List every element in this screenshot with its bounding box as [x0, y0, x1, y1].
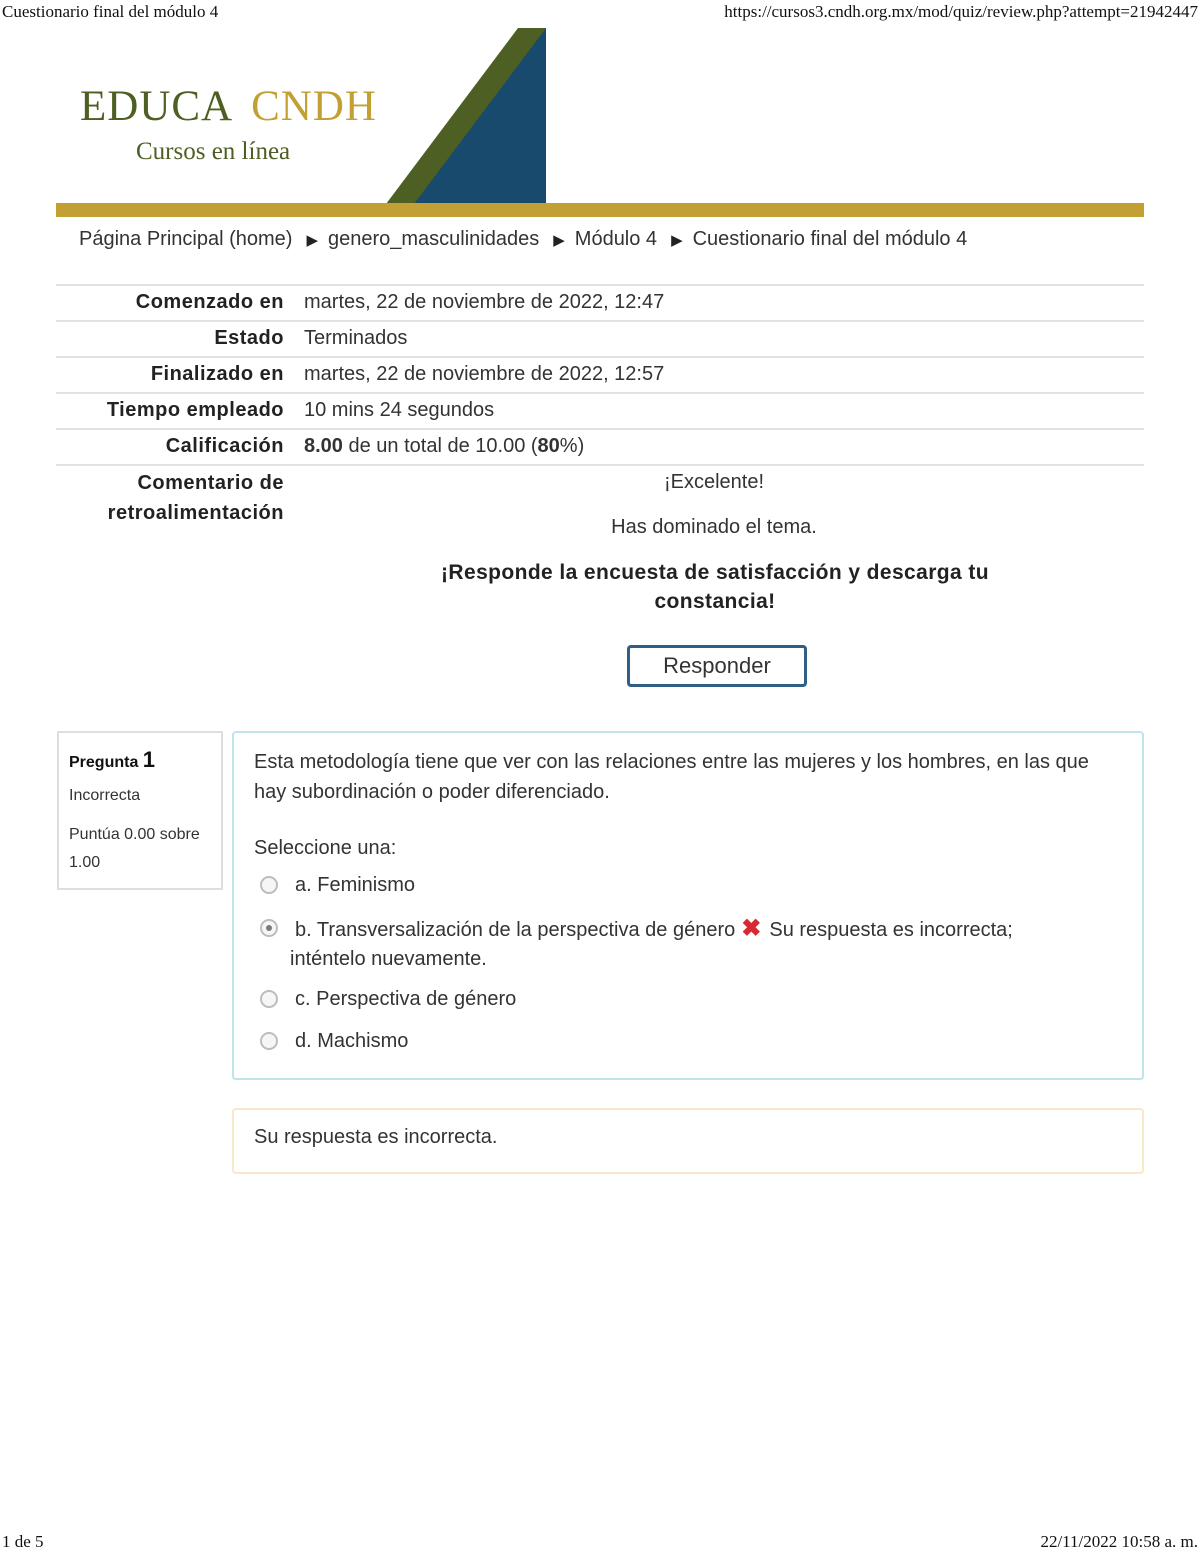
answer-option-b[interactable]	[260, 914, 1120, 974]
answer-option-d[interactable]	[260, 1027, 1120, 1056]
general-feedback-text: Su respuesta es incorrecta.	[254, 1126, 498, 1148]
summary-row-time	[56, 393, 1144, 429]
question-text: Esta metodología tiene que ver con las relaciones entre las mujeres y los hombres, en las que hay subordinación o poder diferenciado.	[254, 751, 1089, 803]
general-feedback-box	[232, 1108, 1144, 1174]
time-label: Tiempo empleado	[106, 399, 284, 421]
started-label: Comenzado en	[135, 291, 284, 313]
feedback-line-2: Has dominado el tema.	[611, 516, 817, 538]
radio-button[interactable]	[260, 876, 278, 894]
breadcrumb	[79, 228, 967, 251]
question-number-value: 1	[142, 747, 156, 772]
summary-row-grade	[56, 429, 1144, 465]
breadcrumb-course[interactable]: genero_masculinidades	[327, 228, 540, 250]
grade-percent-suffix: %)	[559, 435, 585, 457]
breadcrumb-separator-icon: ▶	[671, 232, 683, 249]
print-timestamp: 22/11/2022 10:58 a. m.	[1040, 1532, 1198, 1551]
question-info-box	[57, 731, 223, 890]
respond-button[interactable]: Responder	[627, 645, 807, 687]
breadcrumb-quiz[interactable]: Cuestionario final del módulo 4	[692, 228, 968, 250]
logo-subtitle: Cursos en línea	[136, 138, 291, 165]
breadcrumb-separator-icon: ▶	[553, 232, 565, 249]
answer-option-label: a. Feminismo	[295, 874, 416, 896]
banner-divider	[56, 203, 1144, 217]
answer-option-c[interactable]	[260, 985, 1120, 1014]
answer-specific-feedback-cont: inténtelo nuevamente.	[290, 948, 487, 970]
finished-label: Finalizado en	[150, 363, 284, 385]
question-grade: Puntúa 0.00 sobre 1.00	[69, 826, 200, 871]
print-page-number: 1 de 5	[2, 1532, 44, 1551]
summary-row-feedback	[56, 465, 1144, 545]
grade-label: Calificación	[165, 435, 284, 457]
grade-total: de un total de 10.00 (	[348, 435, 538, 457]
radio-button[interactable]	[260, 990, 278, 1008]
summary-row-state	[56, 321, 1144, 357]
breadcrumb-home[interactable]: Página Principal (home)	[79, 228, 293, 250]
feedback-label-line1: Comentario de	[137, 472, 284, 494]
answer-specific-feedback: Su respuesta es incorrecta;	[769, 919, 1013, 941]
survey-message: ¡Responde la encuesta de satisfacción y descarga tu constancia!	[441, 561, 989, 613]
started-value: martes, 22 de noviembre de 2022, 12:47	[304, 291, 665, 313]
print-footer	[0, 1532, 1200, 1554]
print-page-title: Cuestionario final del módulo 4	[2, 2, 219, 21]
question-number-prefix: Pregunta	[69, 754, 139, 771]
incorrect-cross-icon: ✖	[741, 915, 762, 942]
answer-option-label: b. Transversalización de la perspectiva de género	[295, 919, 736, 941]
feedback-label-line2: retroalimentación	[107, 502, 284, 524]
site-banner	[56, 26, 1144, 218]
feedback-line-1: ¡Excelente!	[663, 471, 765, 493]
feedback-label	[56, 465, 284, 545]
grade-value	[284, 429, 1144, 465]
answer-option-a[interactable]	[260, 871, 1120, 900]
grade-score: 8.00	[304, 435, 343, 457]
answer-option-label: d. Machismo	[295, 1030, 409, 1052]
summary-row-started	[56, 285, 1144, 321]
breadcrumb-separator-icon: ▶	[306, 232, 318, 249]
grade-percent: 80	[537, 435, 560, 457]
breadcrumb-module[interactable]: Módulo 4	[574, 228, 658, 250]
radio-button[interactable]	[260, 1032, 278, 1050]
attempt-summary-table	[56, 284, 1144, 545]
print-url: https://cursos3.cndh.org.mx/mod/quiz/review.php?attempt=21942447	[724, 2, 1198, 21]
answer-option-b-content	[260, 914, 1120, 974]
finished-value: martes, 22 de noviembre de 2022, 12:57	[304, 363, 665, 385]
summary-row-finished	[56, 357, 1144, 393]
logo-word-educa: EDUCA	[80, 83, 234, 130]
print-header	[0, 2, 1200, 24]
time-value: 10 mins 24 segundos	[304, 399, 495, 421]
answer-option-label: c. Perspectiva de género	[295, 988, 517, 1010]
radio-button-selected[interactable]	[260, 919, 278, 937]
state-value: Terminados	[304, 327, 408, 349]
question-content-box	[232, 731, 1144, 1080]
site-logo[interactable]	[80, 82, 377, 131]
state-label: Estado	[214, 327, 284, 349]
logo-word-cndh: CNDH	[251, 83, 377, 130]
feedback-value	[284, 465, 1144, 545]
question-state: Incorrecta	[69, 787, 141, 804]
question-prompt: Seleccione una:	[254, 837, 397, 859]
question-number	[69, 747, 211, 773]
